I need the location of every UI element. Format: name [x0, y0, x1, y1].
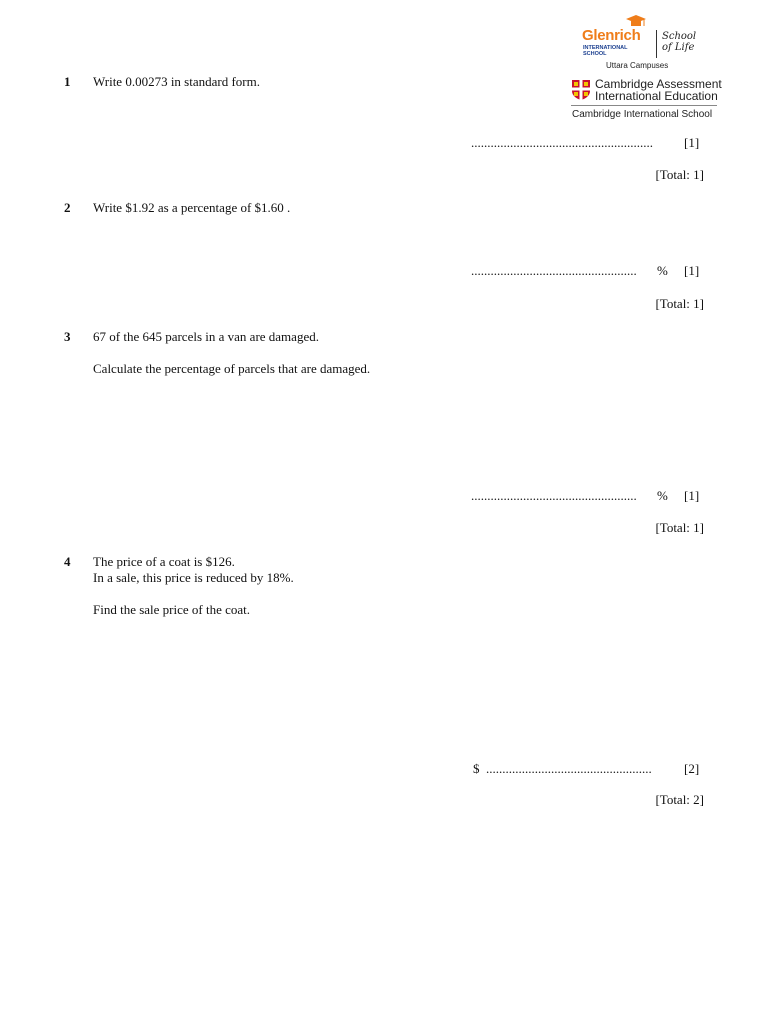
cambridge-shield-icon — [571, 79, 591, 101]
question-text: In a sale, this price is reduced by 18%. — [93, 570, 294, 585]
marks-label: [1] — [684, 135, 700, 150]
glenrich-tagline — [662, 31, 696, 53]
question-number: 1 — [64, 74, 71, 89]
total-marks: [Total: 2] — [655, 792, 704, 807]
cambridge-logo-text — [595, 78, 722, 102]
question-text: 67 of the 645 parcels in a van are damaged. — [93, 329, 319, 344]
question-number: 4 — [64, 554, 71, 569]
answer-dots: ........................................................ — [471, 135, 653, 150]
question-text: Calculate the percentage of parcels that are damaged. — [93, 361, 371, 376]
question-text: Write 0.00273 in standard form. — [93, 74, 260, 89]
campus-label: Uttara Campuses — [606, 61, 669, 70]
answer-line[interactable] — [471, 488, 637, 504]
question-number: 2 — [64, 200, 71, 215]
cambridge-line-2: International Education — [595, 89, 718, 103]
total-marks: [Total: 1] — [655, 520, 704, 535]
question-text: The price of a coat is $126. — [93, 554, 235, 569]
tagline-line-2: of Life — [662, 42, 695, 53]
answer-line[interactable] — [471, 135, 653, 151]
answer-unit: % — [657, 263, 668, 278]
cambridge-school-label: Cambridge International School — [572, 109, 713, 120]
logo-separator — [656, 30, 657, 58]
question-text: Find the sale price of the coat. — [93, 602, 251, 617]
question-number: 3 — [64, 329, 71, 344]
glenrich-sub-line-2: SCHOOL — [583, 51, 607, 57]
answer-unit: % — [657, 488, 668, 503]
answer-prefix: $ — [473, 761, 480, 776]
question-text: Write $1.92 as a percentage of $1.60 . — [93, 200, 291, 215]
cambridge-line-1: Cambridge Assessment — [595, 77, 722, 91]
answer-dots: ................................................... — [486, 761, 652, 776]
answer-line[interactable] — [486, 761, 652, 777]
total-marks: [Total: 1] — [655, 296, 704, 311]
marks-label: [1] — [684, 263, 700, 278]
header-divider — [571, 105, 717, 106]
answer-dots: ................................................... — [471, 263, 637, 278]
tagline-line-1: School — [662, 31, 697, 42]
total-marks: [Total: 1] — [655, 167, 704, 182]
glenrich-wordmark: Glenrich — [582, 27, 641, 44]
answer-dots: ................................................... — [471, 488, 637, 503]
glenrich-sub-line-1: INTERNATIONAL — [583, 45, 628, 51]
marks-label: [1] — [684, 488, 700, 503]
marks-label: [2] — [684, 761, 700, 776]
glenrich-subtitle — [583, 45, 628, 57]
answer-line[interactable] — [471, 263, 637, 279]
